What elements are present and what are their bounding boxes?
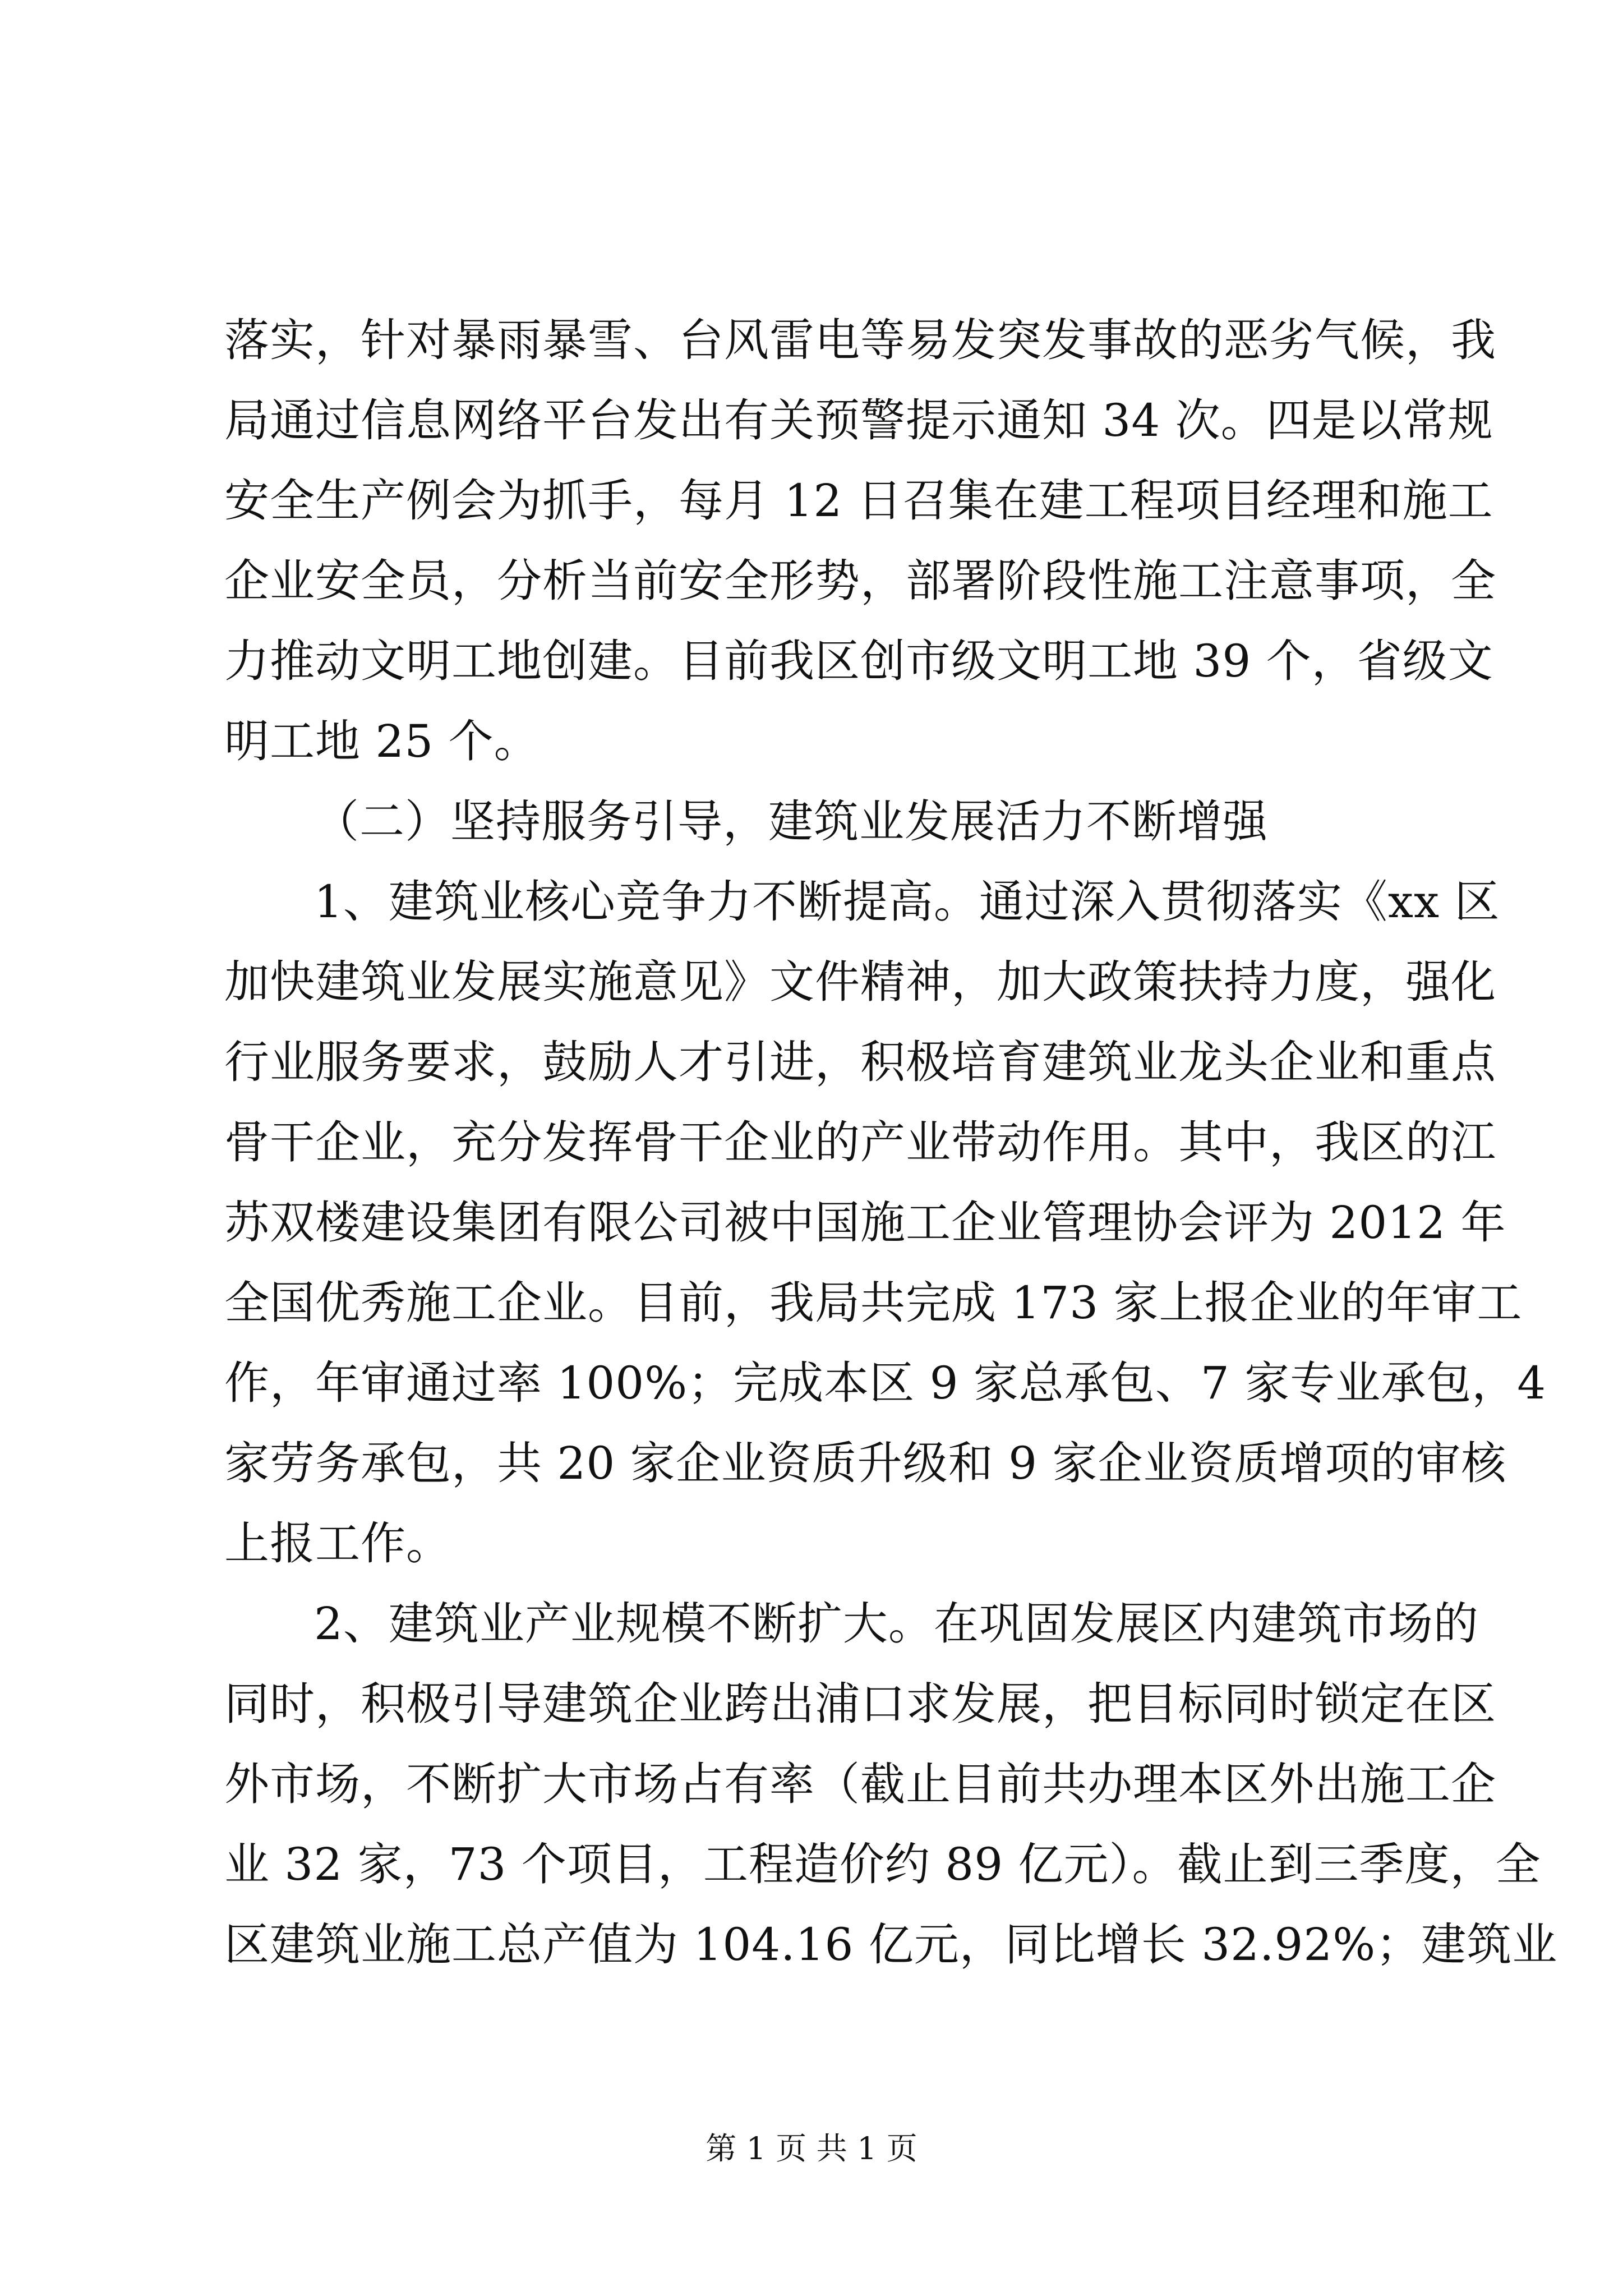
paragraph-line: 企业安全员，分析当前安全形势，部署阶段性施工注意事项，全: [224, 555, 1496, 607]
paragraph-line: 局通过信息网络平台发出有关预警提示通知 34 次。四是以常规: [224, 394, 1493, 447]
paragraph-line: 行业服务要求，鼓励人才引进，积极培育建筑业龙头企业和重点: [224, 1036, 1496, 1088]
paragraph-line: 安全生产例会为抓手，每月 12 日召集在建工程项目经理和施工: [224, 475, 1493, 527]
paragraph-line: 上报工作。: [224, 1517, 451, 1570]
paragraph-line: 苏双楼建设集团有限公司被中国施工企业管理协会评为 2012 年: [224, 1197, 1506, 1249]
paragraph-line: 作，年审通过率 100%；完成本区 9 家总承包、7 家专业承包，4: [224, 1357, 1547, 1409]
page-footer: 第 1 页 共 1 页: [706, 2131, 917, 2166]
section-heading: （二）坚持服务引导，建筑业发展活力不断增强: [314, 795, 1268, 848]
paragraph-line: 同时，积极引导建筑企业跨出浦口求发展，把目标同时锁定在区: [224, 1678, 1496, 1730]
paragraph-line: 骨干企业，充分发挥骨干企业的产业带动作用。其中，我区的江: [224, 1116, 1496, 1168]
paragraph-line: 力推动文明工地创建。目前我区创市级文明工地 39 个，省级文: [224, 635, 1493, 687]
paragraph-line: 外市场，不断扩大市场占有率（截止目前共办理本区外出施工企: [224, 1758, 1496, 1810]
paragraph-line: 业 32 家，73 个项目，工程造价约 89 亿元）。截止到三季度，全: [224, 1838, 1541, 1890]
paragraph-line: 2、建筑业产业规模不断扩大。在巩固发展区内建筑市场的: [314, 1598, 1479, 1650]
paragraph-line: 全国优秀施工企业。目前，我局共完成 173 家上报企业的年审工: [224, 1277, 1523, 1329]
paragraph-line: 落实，针对暴雨暴雪、台风雷电等易发突发事故的恶劣气候，我: [224, 314, 1496, 366]
paragraph-line: 1、建筑业核心竞争力不断提高。通过深入贯彻落实《xx 区: [314, 876, 1500, 928]
paragraph-line: 明工地 25 个。: [224, 715, 540, 767]
paragraph-line: 区建筑业施工总产值为 104.16 亿元，同比增长 32.92%；建筑业: [224, 1918, 1558, 1971]
paragraph-line: 家劳务承包，共 20 家企业资质升级和 9 家企业资质增项的审核: [224, 1437, 1507, 1489]
paragraph-line: 加快建筑业发展实施意见》文件精神，加大政策扶持力度，强化: [224, 956, 1496, 1008]
document-body: [224, 300, 1558, 1985]
